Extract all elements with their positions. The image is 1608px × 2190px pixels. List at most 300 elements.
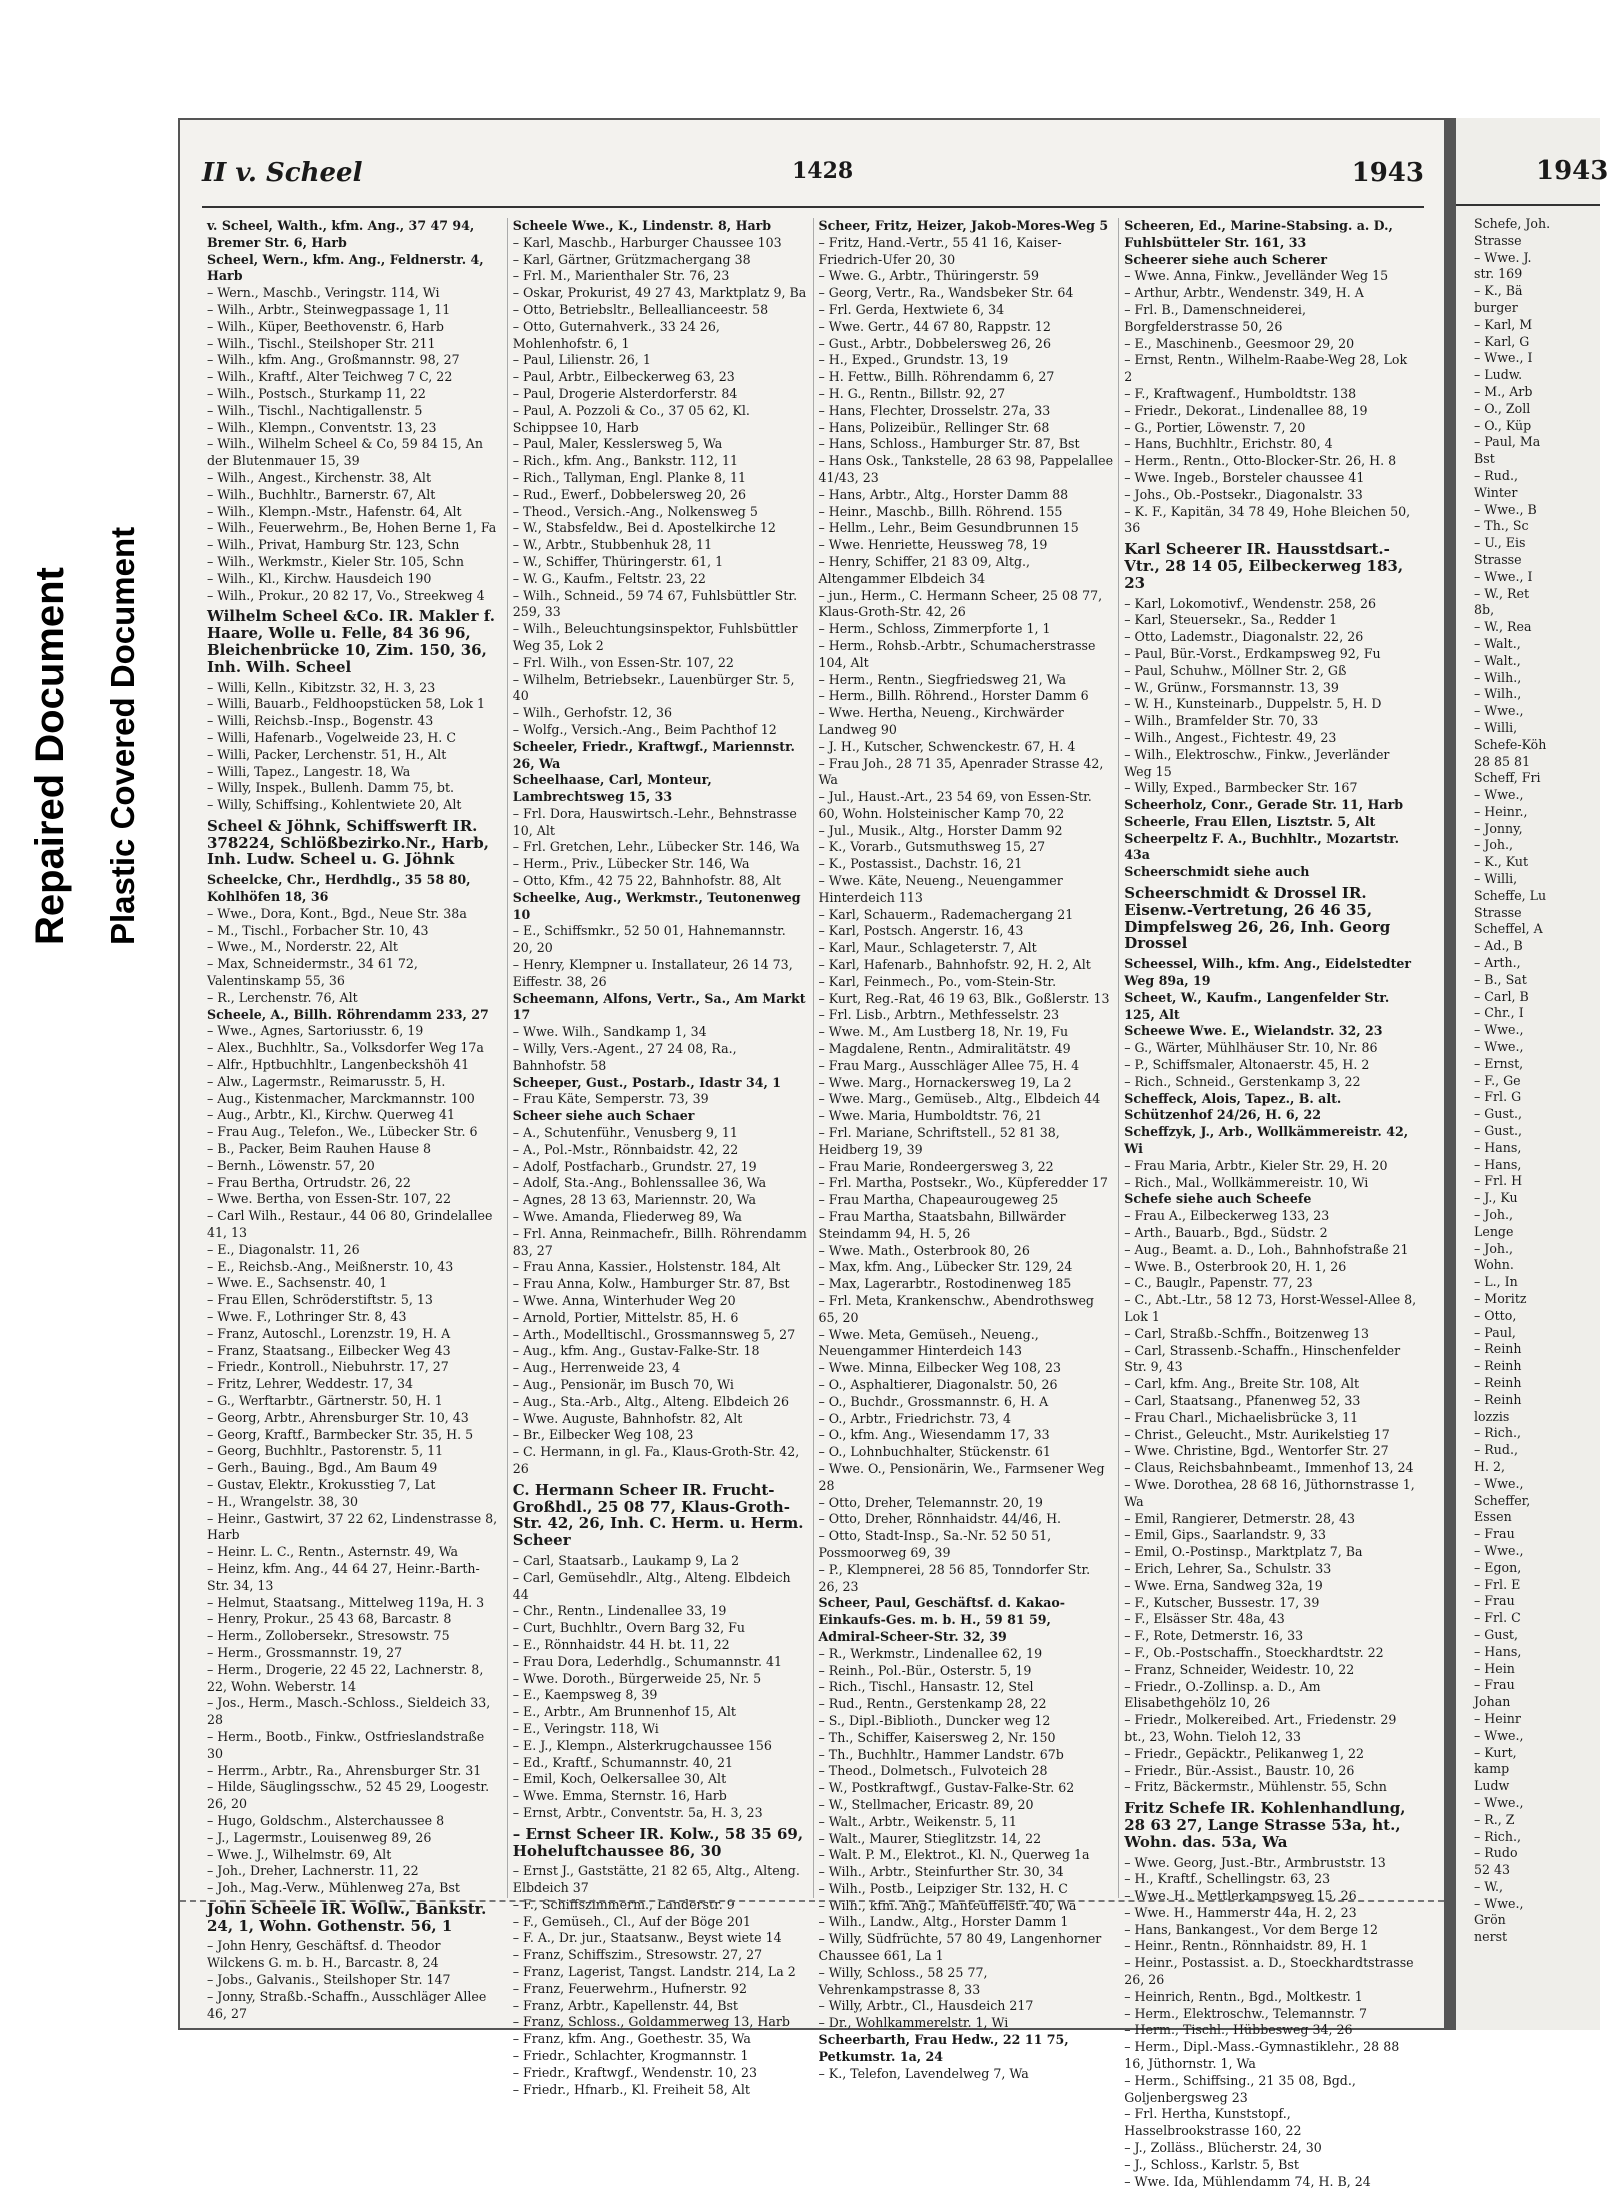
directory-entry: C. Hermann Scheer IR. Frucht-Großhdl., 25 08 77, Klaus-Groth-Str. 42, 26, Inh. C. Herm. u. Herm. Scheer bbox=[512, 1480, 804, 1550]
directory-entry: – Wwe. Käte, Neueng., Neuengammer Hinterdeich 113 bbox=[818, 873, 1063, 905]
directory-entry: – Friedr., Kraftwgf., Wendenstr. 10, 23 bbox=[512, 2064, 758, 2080]
directory-entry: – Curt, Buchhltr., Overn Barg 32, Fu bbox=[512, 1620, 746, 1636]
header-left: II v. Scheel bbox=[202, 158, 363, 188]
directory-entry: – Karl, Steuersekr., Sa., Redder 1 bbox=[1124, 612, 1338, 628]
directory-entry: – F., Schiffszimmerm., Landerstr. 9 bbox=[512, 1896, 735, 1912]
adjacent-entry: – Wwe., bbox=[1474, 1039, 1524, 1055]
adjacent-entry: – Hans, bbox=[1474, 1643, 1522, 1659]
directory-entry: – Willi, Bauarb., Feldhoopstücken 58, Lok 1 bbox=[207, 696, 486, 712]
directory-entry: – Wilh., Klempn., Conventstr. 13, 23 bbox=[207, 419, 437, 435]
directory-entry: – Wwe. Hertha, Neueng., Kirchwärder Landweg 90 bbox=[818, 705, 1064, 737]
adjacent-entry: – K., Kut bbox=[1474, 854, 1529, 870]
directory-entry: – Jobs., Galvanis., Steilshoper Str. 147 bbox=[207, 1972, 451, 1988]
adjacent-entry: – Frau bbox=[1474, 1526, 1515, 1542]
directory-entry: – Wern., Maschb., Veringstr. 114, Wi bbox=[207, 285, 440, 301]
adjacent-entry: Bst bbox=[1474, 451, 1495, 467]
adjacent-entry: – Wwe., I bbox=[1474, 350, 1533, 366]
adjacent-entry: – Carl, B bbox=[1474, 988, 1529, 1004]
adjacent-entry: – Moritz bbox=[1474, 1291, 1527, 1306]
directory-entry: Scheerle, Frau Ellen, Lisztstr. 5, Alt bbox=[1124, 813, 1376, 829]
directory-entry: – R., Werkmstr., Lindenallee 62, 19 bbox=[818, 1645, 1043, 1661]
directory-entry: – Jul., Musik., Altg., Horster Damm 92 bbox=[818, 822, 1063, 838]
adjacent-entry: – F., Ge bbox=[1474, 1072, 1521, 1088]
adjacent-entry: – Joh., bbox=[1474, 837, 1514, 853]
directory-entry: – Wwe. O., Pensionärin, We., Farmsener Weg 28 bbox=[818, 1460, 1105, 1493]
directory-entry: Scheer siehe auch Schaer bbox=[512, 1108, 695, 1124]
adjacent-entry: – Joh., bbox=[1474, 1207, 1514, 1223]
adjacent-entry: – Frau bbox=[1474, 1593, 1515, 1609]
adjacent-entry: – Paul, bbox=[1474, 1324, 1516, 1340]
directory-entry: – Frl. Lisb., Arbtrn., Methfesselstr. 23 bbox=[818, 1007, 1060, 1023]
directory-entry: – Hans, Schloss., Hamburger Str. 87, Bst bbox=[818, 436, 1080, 452]
directory-entry: – Friedr., Bür.-Assist., Baustr. 10, 26 bbox=[1124, 1762, 1355, 1778]
directory-entry: – Wilh., Landw., Altg., Horster Damm 1 bbox=[818, 1914, 1069, 1930]
adjacent-entry: – Wwe., bbox=[1474, 1794, 1524, 1810]
adjacent-entry: – Ernst, bbox=[1474, 1055, 1524, 1071]
directory-entry: – Wwe., Dora, Kont., Bgd., Neue Str. 38a bbox=[207, 905, 467, 921]
directory-entry: – Wilhelm, Betriebsekr., Lauenbürger Str. 5, 40 bbox=[512, 671, 795, 704]
adjacent-entry: – Walt., bbox=[1474, 652, 1521, 668]
directory-entry: – Max, Lagerarbtr., Rostodinenweg 185 bbox=[818, 1276, 1072, 1292]
directory-entry: Scheessel, Wilh., kfm. Ang., Eidelstedter Weg 89a, 19 bbox=[1124, 956, 1412, 989]
directory-entry: – Wwe. Maria, Humboldtstr. 76, 21 bbox=[818, 1108, 1043, 1124]
directory-entry: – Alex., Buchhltr., Sa., Volksdorfer Weg 17a bbox=[207, 1040, 484, 1056]
adjacent-entry: 8b, bbox=[1474, 602, 1495, 618]
directory-entry: – Wilh., Postsch., Sturkamp 11, 22 bbox=[207, 385, 426, 401]
directory-entry: – Joh., Mag.-Verw., Mühlenweg 27a, Bst bbox=[207, 1880, 460, 1896]
plastic-covered-document-label: Plastic Covered Document bbox=[104, 526, 141, 945]
repaired-document-label: Repaired Document bbox=[28, 567, 72, 945]
directory-entry: – F., Ob.-Postschaffn., Stoeckhardtstr. 22 bbox=[1124, 1644, 1384, 1660]
directory-column-2 bbox=[507, 218, 813, 2097]
directory-entry: – W., Arbtr., Stubbenhuk 28, 11 bbox=[512, 537, 713, 553]
adjacent-entry: – Hans, bbox=[1474, 1139, 1522, 1155]
adjacent-entry: Strasse bbox=[1474, 904, 1522, 920]
directory-entry: – Wwe. H., Mettlerkampsweg 15, 26 bbox=[1124, 1888, 1357, 1904]
directory-entry: – Georg, Vertr., Ra., Wandsbeker Str. 64 bbox=[818, 285, 1074, 301]
directory-entry: – Friedr., Schlachter, Krogmannstr. 1 bbox=[512, 2048, 749, 2064]
directory-entry: – Br., Eilbecker Weg 108, 23 bbox=[512, 1427, 694, 1443]
directory-entry: – Henry, Klempner u. Installateur, 26 14 73, Eiffestr. 38, 26 bbox=[512, 957, 793, 989]
directory-entry: – Paul, Drogerie Alsterdorferstr. 84 bbox=[512, 385, 738, 401]
adjacent-entry: nerst bbox=[1474, 1929, 1508, 1945]
directory-entry: – Rich., Mal., Wollkämmereistr. 10, Wi bbox=[1124, 1174, 1369, 1190]
adjacent-entry: – Rich., bbox=[1474, 1828, 1521, 1844]
directory-entry: – Willy, Südfrüchte, 57 80 49, Langenhorner Chaussee 661, La 1 bbox=[818, 1931, 1102, 1964]
directory-entry: Scheerholz, Conr., Gerade Str. 11, Harb bbox=[1124, 797, 1404, 813]
directory-entry: – Ernst, Rentn., Wilhelm-Raabe-Weg 28, Lok 2 bbox=[1124, 352, 1408, 385]
directory-entry: – Gust., Arbtr., Dobbelersweg 26, 26 bbox=[818, 335, 1051, 351]
directory-entry: – Frl. Gerda, Hextwiete 6, 34 bbox=[818, 301, 1005, 317]
adjacent-entry: Scheffel, A bbox=[1474, 921, 1543, 937]
directory-entry: – Willy, Schloss., 58 25 77, Vehrenkampstrasse 8, 33 bbox=[818, 1964, 988, 1997]
directory-entry: – Frau Anna, Kassier., Holstenstr. 184, Alt bbox=[512, 1259, 781, 1275]
directory-entry: – Otto, Dreher, Telemannstr. 20, 19 bbox=[818, 1494, 1043, 1510]
directory-entry: – Herm., Drogerie, 22 45 22, Lachnerstr. 8, 22, Wohn. Weberstr. 14 bbox=[207, 1661, 484, 1694]
directory-entry: – Wilh., Angest., Fichtestr. 49, 23 bbox=[1124, 729, 1337, 745]
directory-entry: – E., Arbtr., Am Brunnenhof 15, Alt bbox=[512, 1704, 736, 1720]
directory-entry: – Frau Joh., 28 71 35, Apenrader Strasse 42, Wa bbox=[818, 755, 1104, 788]
adjacent-entry: – J., Ku bbox=[1474, 1190, 1518, 1206]
adjacent-entry: 28 85 81 bbox=[1474, 753, 1531, 769]
adjacent-entry: – W., Ret bbox=[1474, 585, 1530, 601]
directory-entry: – Aug., kfm. Ang., Gustav-Falke-Str. 18 bbox=[512, 1343, 760, 1359]
adjacent-entry: – Arth., bbox=[1474, 955, 1521, 971]
directory-entry: – Adolf, Sta.-Ang., Bohlenssallee 36, Wa bbox=[512, 1175, 767, 1191]
directory-entry: – Heinz, kfm. Ang., 44 64 27, Heinr.-Barth-Str. 34, 13 bbox=[207, 1560, 480, 1593]
directory-entry: – Arnold, Portier, Mittelstr. 85, H. 6 bbox=[512, 1309, 739, 1325]
adjacent-entry: – Willi, bbox=[1474, 871, 1518, 887]
directory-entry: – Theod., Versich.-Ang., Nolkensweg 5 bbox=[512, 503, 758, 519]
directory-entry: – Herm., Schloss, Zimmerpforte 1, 1 bbox=[818, 621, 1051, 637]
directory-entry: – Helmut, Staatsang., Mittelweg 119a, H. 3 bbox=[207, 1594, 485, 1610]
directory-entry: – Frl. Mariane, Schriftstell., 52 81 38, Heidberg 19, 39 bbox=[818, 1125, 1060, 1157]
adjacent-entry: – Frl. E bbox=[1474, 1576, 1521, 1592]
adjacent-entry: – W., bbox=[1474, 1878, 1504, 1894]
directory-entry: – Frau Käte, Semperstr. 73, 39 bbox=[512, 1091, 709, 1107]
directory-entry: Karl Scheerer IR. Hausstdsart.-Vtr., 28 14 05, Eilbeckerweg 183, 23 bbox=[1124, 540, 1404, 592]
directory-entry: – E., Schiffsmkr., 52 50 01, Hahnemannstr. 20, 20 bbox=[512, 923, 786, 956]
directory-entry: – Wilh., Schneid., 59 74 67, Fuhlsbüttler Str. 259, 33 bbox=[512, 587, 798, 620]
adjacent-entry: – Paul, Ma bbox=[1474, 434, 1541, 450]
directory-entry: – Wolfg., Versich.-Ang., Beim Pachthof 12 bbox=[512, 721, 777, 737]
directory-entry: – Gerh., Bauing., Bgd., Am Baum 49 bbox=[207, 1460, 438, 1476]
directory-entry: – Wwe. Georg, Just.-Btr., Armbruststr. 13 bbox=[1124, 1854, 1386, 1870]
directory-entry: – A., Pol.-Mstr., Rönnbaidstr. 42, 22 bbox=[512, 1141, 739, 1157]
adjacent-entry: 52 43 bbox=[1474, 1862, 1511, 1878]
directory-entry: – Willy, Arbtr., Cl., Hausdeich 217 bbox=[818, 1998, 1034, 2014]
adjacent-entry: Scheffer, bbox=[1474, 1492, 1531, 1508]
adjacent-entry: – Heinr., bbox=[1474, 803, 1528, 819]
directory-columns bbox=[202, 218, 1424, 2189]
directory-entry: – Theod., Dolmetsch., Fulvoteich 28 bbox=[818, 1763, 1048, 1779]
adjacent-header-rule bbox=[1456, 204, 1600, 206]
directory-entry: – Hugo, Goldschm., Alsterchaussee 8 bbox=[207, 1812, 445, 1828]
directory-entry: – Wwe. Dorothea, 28 68 16, Jüthornstrasse 1, Wa bbox=[1124, 1476, 1415, 1509]
directory-entry: – Otto, Dreher, Rönnhaidstr. 44/46, H. bbox=[818, 1511, 1062, 1527]
directory-entry: – Dr., Wohlkammerelstr. 1, Wi bbox=[818, 2015, 1009, 2031]
directory-entry: Scheerpeltz F. A., Buchhltr., Mozartstr. 43a bbox=[1124, 830, 1400, 863]
directory-entry: – Claus, Reichsbahnbeamt., Immenhof 13, 24 bbox=[1124, 1460, 1414, 1476]
adjacent-entry: – Ad., B bbox=[1474, 938, 1523, 954]
directory-entry: – Carl, kfm. Ang., Breite Str. 108, Alt bbox=[1124, 1376, 1360, 1392]
directory-entry: – Frl. B., Damenschneiderei, Borgfelderstrasse 50, 26 bbox=[1124, 301, 1306, 334]
directory-entry: – O., kfm. Ang., Wiesendamm 17, 33 bbox=[818, 1427, 1050, 1443]
directory-entry: – H., Kraftf., Schellingstr. 63, 23 bbox=[1124, 1871, 1331, 1887]
directory-entry: – O., Lohnbuchhalter, Stückenstr. 61 bbox=[818, 1444, 1051, 1460]
adjacent-entry: – Frau bbox=[1474, 1677, 1515, 1693]
directory-entry: – J. H., Kutscher, Schwenckestr. 67, H. 4 bbox=[818, 738, 1076, 754]
directory-entry: – Paul, Arbtr., Eilbeckerweg 63, 23 bbox=[512, 369, 735, 385]
directory-entry: – Hans, Flechter, Drosselstr. 27a, 33 bbox=[818, 402, 1051, 418]
directory-entry: – Frau Anna, Kolw., Hamburger Str. 87, Bst bbox=[512, 1276, 790, 1292]
adjacent-entry: – Willi, bbox=[1474, 719, 1518, 735]
adjacent-entry: – Wwe., bbox=[1474, 1727, 1524, 1743]
directory-entry: – Georg, Kraftf., Barmbecker Str. 35, H. 5 bbox=[207, 1426, 474, 1442]
directory-entry: – Wwe. M., Am Lustberg 18, Nr. 19, Fu bbox=[818, 1024, 1069, 1040]
directory-entry: Scheer, Paul, Geschäftsf. d. Kakao-Einkaufs-Ges. m. b. H., 59 81 59, Admiral-Scheer-Str. 32, 39 bbox=[818, 1595, 1066, 1644]
directory-entry: – O., Buchdr., Grossmannstr. 6, H. A bbox=[818, 1393, 1049, 1409]
adjacent-entry: – Rich., bbox=[1474, 1425, 1521, 1441]
adjacent-page-year: 1943 bbox=[1536, 156, 1608, 186]
directory-entry: – Max, Schneidermstr., 34 61 72, Valentinskamp 55, 36 bbox=[207, 956, 418, 989]
directory-entry: – jun., Herm., C. Hermann Scheer, 25 08 77, Klaus-Groth-Str. 42, 26 bbox=[818, 587, 1103, 620]
directory-entry: – J., Zolläss., Blücherstr. 24, 30 bbox=[1124, 2140, 1322, 2156]
directory-entry: – Wwe. G., Arbtr., Thüringerstr. 59 bbox=[818, 268, 1039, 284]
directory-entry: – Frau Marie, Rondeergersweg 3, 22 bbox=[818, 1158, 1054, 1174]
directory-entry: – Ed., Kraftf., Schumannstr. 40, 21 bbox=[512, 1754, 733, 1770]
directory-entry: – Alw., Lagermstr., Reimarusstr. 5, H. bbox=[207, 1073, 446, 1089]
directory-entry: – G., Wärter, Mühlhäuser Str. 10, Nr. 86 bbox=[1124, 1040, 1378, 1056]
book-spine bbox=[1446, 118, 1456, 2030]
directory-entry: Scheemann, Alfons, Vertr., Sa., Am Markt 17 bbox=[512, 990, 806, 1023]
directory-entry: – Wilh., Elektroschw., Finkw., Jeverländer Weg 15 bbox=[1124, 746, 1390, 779]
directory-entry: – Wwe. Bertha, von Essen-Str. 107, 22 bbox=[207, 1191, 452, 1207]
directory-entry: – Paul, A. Pozzoli & Co., 37 05 62, Kl. Schippsee 10, Harb bbox=[512, 402, 750, 435]
directory-entry: – Emil, O.-Postinsp., Marktplatz 7, Ba bbox=[1124, 1544, 1363, 1560]
directory-entry: Scheewe Wwe. E., Wielandstr. 32, 23 bbox=[1124, 1023, 1383, 1039]
directory-entry: – Hellm., Lehr., Beim Gesundbrunnen 15 bbox=[818, 520, 1079, 536]
adjacent-entry: – Wwe., B bbox=[1474, 501, 1537, 517]
directory-entry: – Karl, Maur., Schlageterstr. 7, Alt bbox=[818, 940, 1037, 956]
directory-entry: – Johs., Ob.-Postsekr., Diagonalstr. 33 bbox=[1124, 486, 1363, 502]
directory-entry: – Max, kfm. Ang., Lübecker Str. 129, 24 bbox=[818, 1259, 1073, 1275]
directory-entry: – K., Postassist., Dachstr. 16, 21 bbox=[818, 856, 1023, 872]
directory-entry: – Rich., Tischl., Hansastr. 12, Stel bbox=[818, 1679, 1034, 1695]
directory-entry: – K. F., Kapitän, 34 78 49, Hohe Bleichen 50, 36 bbox=[1124, 503, 1411, 536]
adjacent-entry: – M., Arb bbox=[1474, 383, 1533, 399]
directory-entry: – Chr., Rentn., Lindenallee 33, 19 bbox=[512, 1603, 727, 1619]
directory-entry: – Paul, Bür.-Vorst., Erdkampsweg 92, Fu bbox=[1124, 645, 1381, 661]
directory-entry: – Agnes, 28 13 63, Mariennstr. 20, Wa bbox=[512, 1192, 757, 1208]
directory-entry: – W., Schiffer, Thüringerstr. 61, 1 bbox=[512, 553, 724, 569]
directory-entry: – H. Fettw., Billh. Röhrendamm 6, 27 bbox=[818, 369, 1055, 385]
directory-entry: – Fritz, Bäckermstr., Mühlenstr. 55, Schn bbox=[1124, 1779, 1387, 1795]
directory-entry: – Fritz, Hand.-Vertr., 55 41 16, Kaiser-Friedrich-Ufer 20, 30 bbox=[818, 234, 1062, 267]
directory-entry: – Franz, kfm. Ang., Goethestr. 35, Wa bbox=[512, 2031, 751, 2047]
adjacent-entry: – O., Zoll bbox=[1474, 400, 1531, 416]
adjacent-entry: – Reinh bbox=[1474, 1374, 1522, 1390]
directory-entry: – Rich., kfm. Ang., Bankstr. 112, 11 bbox=[512, 453, 738, 469]
adjacent-entry: Lenge bbox=[1474, 1223, 1514, 1239]
directory-entry: – K., Vorarb., Gutsmuthsweg 15, 27 bbox=[818, 839, 1046, 855]
directory-entry: – Frl. M., Marienthaler Str. 76, 23 bbox=[512, 268, 730, 284]
directory-entry: – Willi, Tapez., Langestr. 18, Wa bbox=[207, 763, 411, 779]
page-header bbox=[202, 158, 1424, 198]
directory-entry: – W., Grünw., Forsmannstr. 13, 39 bbox=[1124, 679, 1339, 695]
directory-entry: – Arth., Modelltischl., Grossmannsweg 5, 27 bbox=[512, 1326, 796, 1342]
directory-entry: – Wwe. Ingeb., Borsteler chaussee 41 bbox=[1124, 469, 1365, 485]
adjacent-entry: – Wwe. J. bbox=[1474, 249, 1532, 265]
directory-entry: – Hans, Polizeibür., Rellinger Str. 68 bbox=[818, 419, 1050, 435]
directory-entry: Scheele, A., Billh. Röhrendamm 233, 27 bbox=[207, 1006, 489, 1022]
directory-entry: – Frau Martha, Staatsbahn, Billwärder Steindamm 94, H. 5, 26 bbox=[818, 1209, 1066, 1241]
directory-entry: – Carl, Staatsang., Pfanenweg 52, 33 bbox=[1124, 1392, 1361, 1408]
side-labels bbox=[0, 0, 170, 2177]
directory-entry: – Friedr., Kontroll., Niebuhrstr. 17, 27 bbox=[207, 1359, 449, 1375]
directory-entry: – Frau Charl., Michaelisbrücke 3, 11 bbox=[1124, 1409, 1359, 1425]
directory-entry: – Friedr., O.-Zollinsp. a. D., Am Elisabethgehölz 10, 26 bbox=[1124, 1678, 1321, 1711]
directory-entry: – E., Maschinenb., Geesmoor 29, 20 bbox=[1124, 335, 1355, 351]
adjacent-entry: – Rud., bbox=[1474, 467, 1518, 483]
adjacent-entry: – U., Eis bbox=[1474, 535, 1526, 551]
directory-entry: – Franz, Staatsang., Eilbecker Weg 43 bbox=[207, 1342, 451, 1358]
directory-entry: – W. G., Kaufm., Feltstr. 23, 22 bbox=[512, 570, 706, 586]
directory-entry: – E., Veringstr. 118, Wi bbox=[512, 1720, 659, 1736]
directory-entry: – Wwe. Math., Osterbrook 80, 26 bbox=[818, 1242, 1030, 1258]
directory-entry: – Wwe. Marg., Hornackersweg 19, La 2 bbox=[818, 1074, 1072, 1090]
adjacent-entry: – Wwe., bbox=[1474, 1542, 1524, 1558]
directory-entry: – M., Tischl., Forbacher Str. 10, 43 bbox=[207, 922, 429, 938]
adjacent-entry: – Gust., bbox=[1474, 1123, 1523, 1139]
adjacent-entry: – Ludw. bbox=[1474, 367, 1523, 383]
directory-entry: – H., Wrangelstr. 38, 30 bbox=[207, 1493, 359, 1509]
directory-entry: – Wwe. F., Lothringer Str. 8, 43 bbox=[207, 1309, 407, 1324]
adjacent-entry: – R., Z bbox=[1474, 1811, 1515, 1827]
directory-entry: – Willy, Inspek., Bullenh. Damm 75, bt. bbox=[207, 780, 455, 796]
directory-entry: – Franz, Lagerist, Tangst. Landstr. 214, La 2 bbox=[512, 1964, 796, 1980]
adjacent-entry: – Rud., bbox=[1474, 1442, 1518, 1458]
directory-entry: Scheel & Jöhnk, Schiffswerft IR. 378224, Schlößbezirko.Nr., Harb, Inh. Ludw. Scheel u. G. Jöhnk bbox=[207, 816, 489, 869]
directory-entry: – Friedr., Molkereibed. Art., Friedenstr. 29 bt., 23, Wohn. Tieloh 12, 33 bbox=[1124, 1712, 1397, 1744]
directory-entry: – Wilh., Gerhofstr. 12, 36 bbox=[512, 705, 673, 721]
directory-entry: – Emil, Gips., Saarlandstr. 9, 33 bbox=[1124, 1527, 1326, 1543]
directory-entry: – W., Postkraftwgf., Gustav-Falke-Str. 62 bbox=[818, 1780, 1075, 1796]
directory-entry: – Frl. Dora, Hauswirtsch.-Lehr., Behnstrasse 10, Alt bbox=[512, 805, 797, 838]
adjacent-entry: Strasse bbox=[1474, 232, 1522, 248]
directory-entry: – Wilh., kfm. Ang., Großmannstr. 98, 27 bbox=[207, 352, 460, 368]
directory-entry: – E., Rönnhaidstr. 44 H. bt. 11, 22 bbox=[512, 1636, 730, 1652]
directory-entry: – Herm., Rentn., Siegfriedsweg 21, Wa bbox=[818, 671, 1066, 687]
adjacent-entry: – Rudo bbox=[1474, 1845, 1518, 1861]
adjacent-page-column bbox=[1474, 216, 1604, 1946]
directory-entry: – Ernst Scheer IR. Kolw., 58 35 69, Hoheluftchaussee 86, 30 bbox=[512, 1824, 804, 1860]
adjacent-entry: – Kurt, bbox=[1474, 1744, 1517, 1760]
directory-entry: – Walt., Maurer, Stieglitzstr. 14, 22 bbox=[818, 1830, 1042, 1846]
directory-entry: – Rud., Ewerf., Dobbelersweg 20, 26 bbox=[512, 486, 746, 502]
adjacent-entry: – Gust., bbox=[1474, 1106, 1523, 1122]
directory-entry: – Wwe. Ida, Mühlendamm 74, H. B, 24 bbox=[1124, 2173, 1371, 2189]
directory-entry: Scheeler, Friedr., Kraftwgf., Mariennstr. 26, Wa bbox=[512, 738, 795, 771]
directory-entry: – John Henry, Geschäftsf. d. Theodor Wilckens G. m. b. H., Barcastr. 8, 24 bbox=[207, 1938, 441, 1971]
adjacent-entry: – Th., Sc bbox=[1474, 518, 1529, 534]
directory-entry: – Franz, Schloss., Goldammerweg 13, Harb bbox=[512, 2014, 790, 2030]
adjacent-entry: – Hein bbox=[1474, 1660, 1515, 1676]
directory-entry: – Fritz, Lehrer, Weddestr. 17, 34 bbox=[207, 1376, 413, 1392]
directory-entry: – W., Stellmacher, Ericastr. 89, 20 bbox=[818, 1796, 1034, 1812]
directory-entry: – Herm., Elektroschw., Telemannstr. 7 bbox=[1124, 2005, 1368, 2021]
directory-entry: – Wwe. Emma, Sternstr. 16, Harb bbox=[512, 1788, 727, 1804]
directory-entry: Scheerschmidt siehe auch bbox=[1124, 864, 1310, 880]
directory-entry: Scheet, W., Kaufm., Langenfelder Str. 125, Alt bbox=[1124, 989, 1390, 1022]
adjacent-entry: Winter bbox=[1474, 484, 1518, 500]
directory-entry: Schefe siehe auch Scheefe bbox=[1124, 1191, 1312, 1207]
directory-entry: – J., Schloss., Karlstr. 5, Bst bbox=[1124, 2156, 1299, 2172]
directory-entry: – Joh., Dreher, Lachnerstr. 11, 22 bbox=[207, 1863, 419, 1879]
adjacent-entry: – Wwe., bbox=[1474, 1895, 1524, 1911]
directory-entry: – P., Schiffsmaler, Altonaerstr. 45, H. 2 bbox=[1124, 1057, 1370, 1073]
directory-entry: – Wwe. Amanda, Fliederweg 89, Wa bbox=[512, 1209, 742, 1225]
directory-entry: – Karl, Lokomotivf., Wendenstr. 258, 26 bbox=[1124, 595, 1376, 611]
directory-entry: – K., Telefon, Lavendelweg 7, Wa bbox=[818, 2065, 1029, 2081]
adjacent-entry: – O., Küp bbox=[1474, 417, 1532, 433]
directory-entry: – Frl. Meta, Krankenschw., Abendrothsweg 65, 20 bbox=[818, 1293, 1094, 1325]
directory-entry: – Karl, Hafenarb., Bahnhofstr. 92, H. 2, Alt bbox=[818, 957, 1091, 973]
directory-entry: – Herm., Zollobersekr., Stresowstr. 75 bbox=[207, 1628, 450, 1644]
adjacent-entry: Ludw bbox=[1474, 1778, 1510, 1794]
directory-entry: – Wwe. E., Sachsenstr. 40, 1 bbox=[207, 1275, 388, 1291]
directory-entry: – Wilh., Buchhltr., Barnerstr. 67, Alt bbox=[207, 486, 436, 502]
directory-entry: – Herrm., Arbtr., Ra., Ahrensburger Str. 31 bbox=[207, 1762, 482, 1778]
adjacent-entry: Scheff, Fri bbox=[1474, 770, 1541, 786]
adjacent-entry: – Chr., I bbox=[1474, 1005, 1524, 1021]
adjacent-entry: – Hans, bbox=[1474, 1156, 1522, 1172]
directory-entry: – Karl, Gärtner, Grützmachergang 38 bbox=[512, 251, 751, 267]
directory-entry: – Herm., Priv., Lübecker Str. 146, Wa bbox=[512, 856, 750, 872]
directory-entry: – Henry, Schiffer, 21 83 09, Altg., Altengammer Elbdeich 34 bbox=[818, 553, 1031, 586]
adjacent-entry: Essen bbox=[1474, 1509, 1512, 1525]
directory-entry: – Th., Buchhltr., Hammer Landstr. 67b bbox=[818, 1746, 1064, 1762]
directory-entry: – Wilh., Kraftf., Alter Teichweg 7 C, 22 bbox=[207, 369, 453, 385]
adjacent-entry: Schefe, Joh. bbox=[1474, 216, 1551, 231]
directory-entry: – Wwe. Gertr., 44 67 80, Rappstr. 12 bbox=[818, 318, 1051, 334]
directory-entry: – E., Diagonalstr. 11, 26 bbox=[207, 1241, 360, 1257]
directory-entry: Wilhelm Scheel &Co. IR. Makler f. Haare, Wolle u. Felle, 84 36 96, Bleichenbrücke 10, Zim. 150, 36, Inh. Wilh. Scheel bbox=[207, 607, 495, 676]
directory-entry: – Hilde, Säuglingsschw., 52 45 29, Loogestr. 26, 20 bbox=[207, 1779, 490, 1812]
directory-entry: – Friedr., Gepäcktr., Pelikanweg 1, 22 bbox=[1124, 1745, 1364, 1761]
directory-entry: – Otto, Kfm., 42 75 22, Bahnhofstr. 88, Alt bbox=[512, 873, 781, 889]
header-year: 1943 bbox=[1351, 158, 1424, 188]
directory-entry: – Jul., Haust.-Art., 23 54 69, von Essen-Str. 60, Wohn. Holsteinischer Kamp 70, 22 bbox=[818, 789, 1092, 821]
directory-entry: – Willi, Packer, Lerchenstr. 51, H., Alt bbox=[207, 746, 447, 762]
directory-entry: – Wwe. Auguste, Bahnhofstr. 82, Alt bbox=[512, 1410, 743, 1426]
directory-entry: – Wilh., Wilhelm Scheel & Co, 59 84 15, An der Blutenmauer 15, 39 bbox=[207, 436, 483, 469]
directory-entry: – F., Elsässer Str. 48a, 43 bbox=[1124, 1611, 1285, 1627]
directory-entry: – Aug., Kistenmacher, Marckmannstr. 100 bbox=[207, 1090, 475, 1106]
directory-entry: – R., Lerchenstr. 76, Alt bbox=[207, 989, 358, 1005]
directory-entry: – Wwe., M., Norderstr. 22, Alt bbox=[207, 939, 398, 955]
directory-entry: – Willi, Kelln., Kibitzstr. 32, H. 3, 23 bbox=[207, 679, 436, 695]
directory-entry: – Willy, Schiffsing., Kohlentwiete 20, Alt bbox=[207, 797, 462, 813]
directory-entry: – Wwe. Meta, Gemüseh., Neueng., Neuengammer Hinterdeich 143 bbox=[818, 1326, 1039, 1359]
directory-entry: – Heinr. L. C., Rentn., Asternstr. 49, Wa bbox=[207, 1544, 459, 1560]
directory-entry: – C., Abt.-Ltr., 58 12 73, Horst-Wessel-Allee 8, Lok 1 bbox=[1124, 1292, 1417, 1324]
directory-column-4 bbox=[1118, 218, 1424, 2189]
directory-entry: – F., Kraftwagenf., Humboldtstr. 138 bbox=[1124, 385, 1357, 401]
adjacent-entry: burger bbox=[1474, 299, 1518, 315]
directory-column-1 bbox=[202, 218, 507, 2021]
directory-entry: – Oskar, Prokurist, 49 27 43, Marktplatz 9, Ba bbox=[512, 285, 807, 301]
directory-entry: – Wilh., Werkmstr., Kieler Str. 105, Schn bbox=[207, 553, 465, 569]
directory-entry: – Walt. P. M., Elektrot., Kl. N., Querweg 1a bbox=[818, 1847, 1090, 1863]
directory-entry: – Wwe. Doroth., Bürgerweide 25, Nr. 5 bbox=[512, 1670, 762, 1686]
directory-entry: – O., Asphaltierer, Diagonalstr. 50, 26 bbox=[818, 1376, 1058, 1392]
directory-entry: – Aug., Arbtr., Kl., Kirchw. Querweg 41 bbox=[207, 1107, 456, 1123]
adjacent-entry: – Frl. C bbox=[1474, 1610, 1521, 1626]
directory-entry: – Carl, Strassenb.-Schaffn., Hinschenfelder Str. 9, 43 bbox=[1124, 1342, 1401, 1375]
directory-entry: – B., Packer, Beim Rauhen Hause 8 bbox=[207, 1141, 432, 1157]
directory-entry: – W., Stabsfeldw., Bei d. Apostelkirche 12 bbox=[512, 520, 776, 536]
directory-entry: Scheerer siehe auch Scherer bbox=[1124, 251, 1328, 267]
directory-entry: – Arth., Bauarb., Bgd., Südstr. 2 bbox=[1124, 1225, 1328, 1241]
directory-entry: – Jonny, Straßb.-Schaffn., Ausschläger Allee 46, 27 bbox=[207, 1988, 487, 2021]
directory-entry: – Carl, Staatsarb., Laukamp 9, La 2 bbox=[512, 1552, 740, 1568]
adjacent-entry: Grön bbox=[1474, 1912, 1506, 1928]
directory-entry: Scheel, Wern., kfm. Ang., Feldnerstr. 4, Harb bbox=[207, 251, 484, 284]
directory-entry: – Wwe. B., Osterbrook 20, H. 1, 26 bbox=[1124, 1258, 1347, 1274]
adjacent-entry: lozzis bbox=[1474, 1408, 1510, 1424]
directory-entry: – Reinh., Pol.-Bür., Osterstr. 5, 19 bbox=[818, 1662, 1032, 1678]
